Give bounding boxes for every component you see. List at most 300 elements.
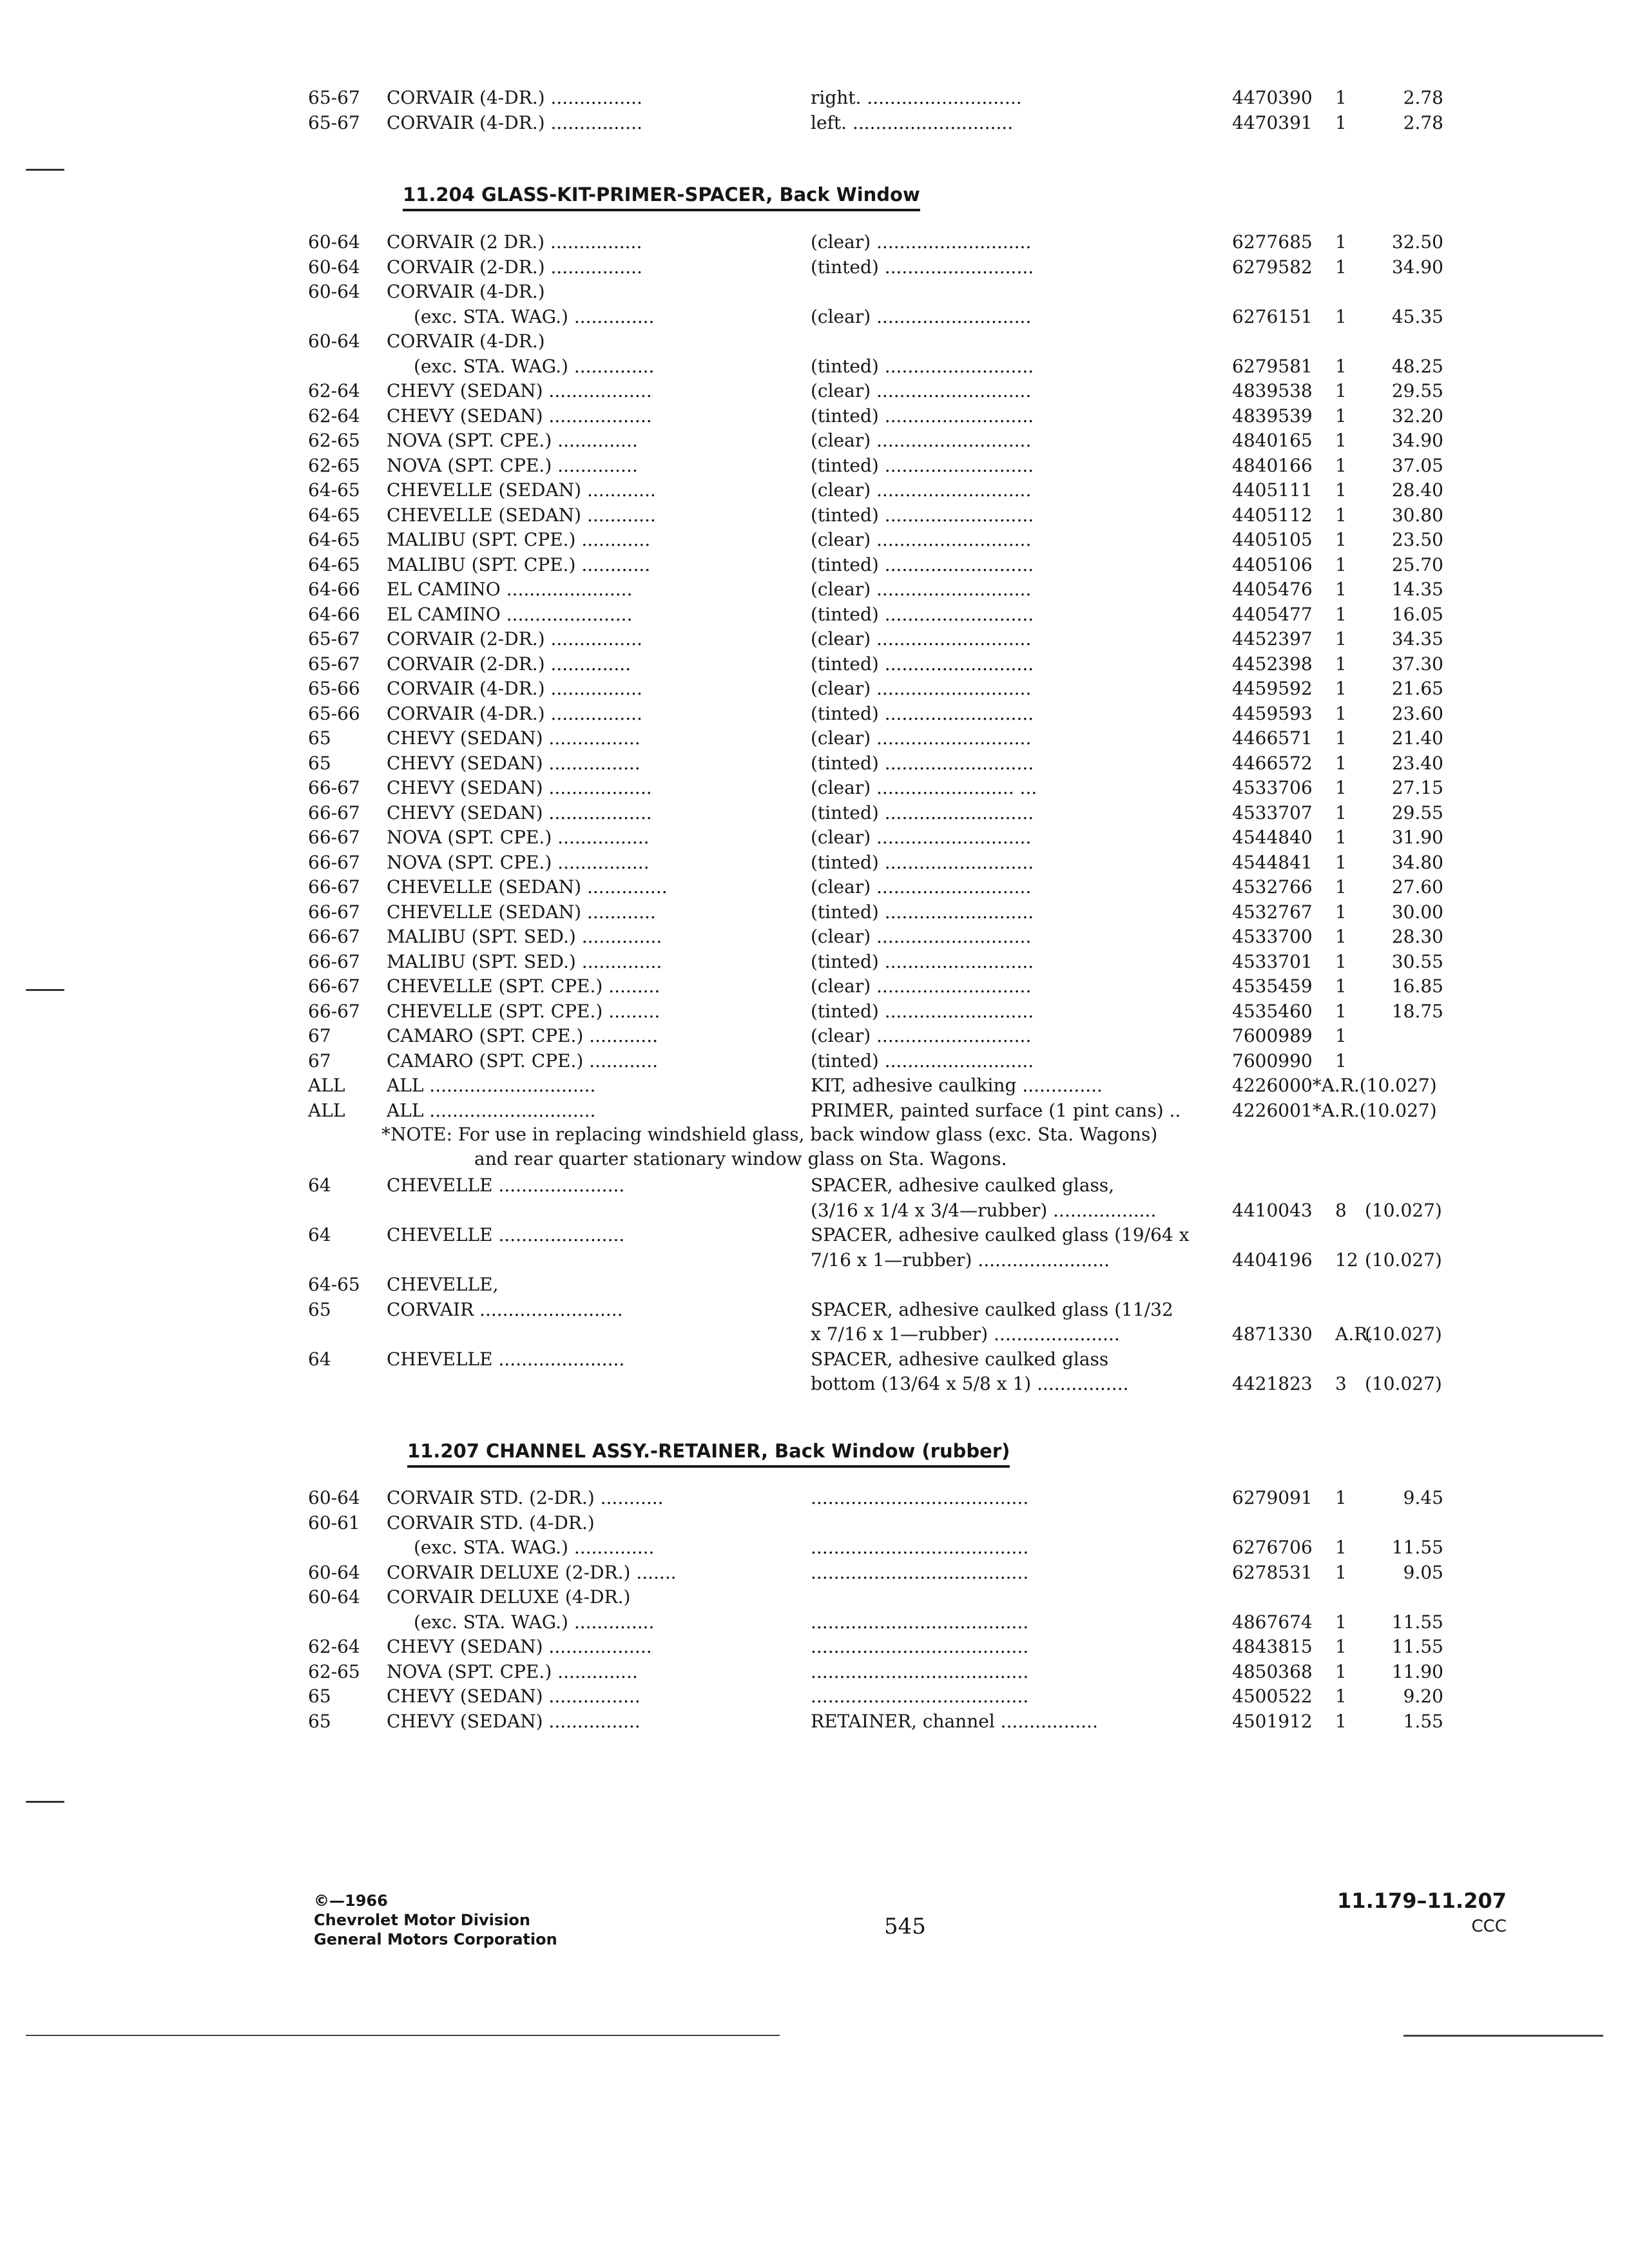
model-cell: CHEVY (SEDAN) ................ [387, 752, 641, 774]
quantity-cell: 1 [1335, 1686, 1347, 1707]
year-cell: 67 [308, 1050, 331, 1072]
part-number-cell: 4839539 [1232, 405, 1313, 427]
model-cell: EL CAMINO ...................... [387, 579, 633, 600]
description-cell: (tinted) .......................... [811, 603, 1034, 625]
table-row [0, 1222, 1629, 1248]
table-row [0, 503, 1629, 528]
description-cell: (clear) ........................... [811, 678, 1032, 699]
model-cell: CORVAIR (4-DR.) [387, 281, 545, 302]
model-cell: CHEVY (SEDAN) .................. [387, 802, 652, 823]
table-row [0, 329, 1629, 354]
quantity-cell: 1 [1335, 1561, 1347, 1583]
description-cell: (tinted) .......................... [811, 553, 1034, 575]
description-cell: (clear) ........................... [811, 628, 1032, 649]
model-cell: CHEVELLE (SPT. CPE.) ......... [387, 975, 660, 997]
description-cell: (tinted) .......................... [811, 1050, 1034, 1072]
table-row [0, 726, 1629, 751]
part-number-cell: 4404196 [1232, 1249, 1313, 1271]
description-cell: (clear) ........................... [811, 430, 1032, 451]
price-cell: 11.55 [1391, 1537, 1443, 1558]
price-cell: 11.55 [1391, 1611, 1443, 1633]
part-number-cell: 4405477 [1232, 603, 1313, 625]
part-number-cell: 4405111 [1232, 479, 1313, 501]
year-cell: 60-64 [308, 256, 360, 278]
section-title-11-204: 11.204 GLASS-KIT-PRIMER-SPACER, Back Window [403, 182, 920, 211]
quantity-cell: 12 [1335, 1249, 1358, 1271]
part-number-cell: 4533706 [1232, 777, 1313, 798]
corporation-line: General Motors Corporation [314, 1930, 557, 1948]
table-row [0, 1048, 1629, 1074]
table-row [0, 552, 1629, 578]
part-number-cell: 4544840 [1232, 827, 1313, 848]
table-row [0, 477, 1629, 503]
year-cell: 62-65 [308, 454, 360, 476]
year-cell: 62-64 [308, 405, 360, 427]
price-cell: (10.027) [1365, 1373, 1442, 1394]
quantity-cell: 1 [1335, 579, 1347, 600]
table-row [0, 1347, 1629, 1372]
table-row [0, 1709, 1629, 1735]
model-cell: CHEVY (SEDAN) ................ [387, 1710, 641, 1732]
model-cell: EL CAMINO ...................... [387, 603, 633, 625]
year-cell: 66-67 [308, 802, 360, 823]
price-cell: 9.20 [1403, 1686, 1443, 1707]
price-cell: 32.20 [1391, 405, 1443, 427]
year-cell: 66-67 [308, 975, 360, 997]
table-row [0, 800, 1629, 826]
year-cell: 60-64 [308, 331, 360, 352]
part-number-cell: 4470390 [1232, 87, 1313, 108]
table-row [0, 1098, 1629, 1124]
year-cell: 62-65 [308, 430, 360, 451]
description-cell: (clear) ........................... [811, 975, 1032, 997]
price-cell: 23.50 [1391, 529, 1443, 550]
price-cell: 29.55 [1391, 380, 1443, 401]
model-cell: CHEVELLE ...................... [387, 1348, 625, 1370]
price-cell: 28.40 [1391, 479, 1443, 501]
model-cell: NOVA (SPT. CPE.) .............. [387, 1660, 638, 1682]
part-number-cell: 4500522 [1232, 1686, 1313, 1707]
model-cell: MALIBU (SPT. SED.) .............. [387, 950, 662, 972]
model-cell: CAMARO (SPT. CPE.) ............ [387, 1025, 659, 1046]
price-cell: 18.75 [1391, 1000, 1443, 1022]
description-cell: (clear) ........................... [811, 231, 1032, 253]
table-row [0, 1684, 1629, 1709]
model-cell: CAMARO (SPT. CPE.) ............ [387, 1050, 659, 1072]
bottom-rule-left [26, 2035, 780, 2036]
table-row [0, 354, 1629, 380]
part-number-cell: 4533707 [1232, 802, 1313, 823]
description-cell: (tinted) .......................... [811, 901, 1034, 923]
table-row [0, 1510, 1629, 1536]
part-number-cell: 4871330 [1232, 1323, 1313, 1345]
description-cell: SPACER, adhesive caulked glass (19/64 x [811, 1224, 1190, 1245]
note-line-1: *NOTE: For use in replacing windshield glass, back window glass (exc. Sta. Wagons) [381, 1124, 1158, 1145]
description-cell: (clear) ........................... [811, 827, 1032, 848]
model-cell: ALL ............................. [387, 1099, 596, 1121]
price-cell: (10.027) [1365, 1249, 1442, 1271]
model-cell: CORVAIR (2-DR.) ................ [387, 628, 642, 649]
model-cell: NOVA (SPT. CPE.) ................ [387, 827, 650, 848]
table-row [0, 527, 1629, 553]
model-cell: NOVA (SPT. CPE.) .............. [387, 454, 638, 476]
model-cell: CHEVELLE ...................... [387, 1224, 625, 1245]
table-row [0, 1321, 1629, 1347]
description-cell: PRIMER, painted surface (1 pint cans) .. [811, 1099, 1181, 1121]
quantity-cell: 1 [1335, 901, 1347, 923]
table-row [0, 1634, 1629, 1660]
section-title-11-207: 11.207 CHANNEL ASSY.-RETAINER, Back Window (rubber) [407, 1438, 1010, 1468]
description-cell: SPACER, adhesive caulked glass [811, 1348, 1109, 1370]
part-number-cell: 4405112 [1232, 504, 1313, 526]
year-cell: 60-64 [308, 1586, 360, 1608]
quantity-cell: 1 [1335, 603, 1347, 625]
description-cell: (tinted) .......................... [811, 653, 1034, 675]
table-row [0, 453, 1629, 479]
part-number-cell: 4533700 [1232, 926, 1313, 947]
price-cell: 2.78 [1403, 111, 1443, 133]
model-cell: CHEVELLE, [387, 1274, 499, 1295]
quantity-cell: 1 [1335, 256, 1347, 278]
quantity-cell: 1 [1335, 1025, 1347, 1046]
year-cell: 65-67 [308, 87, 360, 108]
part-number-cell: 4850368 [1232, 1660, 1313, 1682]
quantity-cell: 1 [1335, 305, 1347, 327]
part-number-cell: 4226001*A.R.(10.027) [1232, 1099, 1437, 1121]
table-row [0, 304, 1629, 330]
description-cell: (clear) ........................... [811, 579, 1032, 600]
model-cell: CORVAIR (4-DR.) ................ [387, 678, 642, 699]
part-number-cell: 4452398 [1232, 653, 1313, 675]
year-cell: 65-66 [308, 678, 360, 699]
quantity-cell: 1 [1335, 479, 1347, 501]
quantity-cell: 1 [1335, 1537, 1347, 1558]
part-number-cell: 4840166 [1232, 454, 1313, 476]
price-cell: 1.55 [1403, 1710, 1443, 1732]
part-number-cell: 4459593 [1232, 702, 1313, 724]
model-cell: CORVAIR STD. (4-DR.) [387, 1512, 595, 1533]
part-number-cell: 4532766 [1232, 876, 1313, 898]
description-cell: 7/16 x 1—rubber) ....................... [811, 1249, 1110, 1271]
margin-tick [26, 1801, 64, 1803]
price-cell: 21.65 [1391, 678, 1443, 699]
part-number-cell: 4544841 [1232, 851, 1313, 873]
description-cell: SPACER, adhesive caulked glass (11/32 [811, 1298, 1173, 1320]
quantity-cell: 1 [1335, 926, 1347, 947]
table-row [0, 1584, 1629, 1610]
year-cell: 62-64 [308, 380, 360, 401]
year-cell: 65 [308, 1710, 331, 1732]
table-row [0, 403, 1629, 429]
description-cell: SPACER, adhesive caulked glass, [811, 1175, 1115, 1196]
price-cell: 25.70 [1391, 553, 1443, 575]
description-cell: x 7/16 x 1—rubber) ...................... [811, 1323, 1120, 1345]
price-cell: 29.55 [1391, 802, 1443, 823]
model-cell: (exc. STA. WAG.) .............. [414, 1611, 655, 1633]
table-row [0, 1198, 1629, 1224]
part-number-cell: 6276151 [1232, 305, 1313, 327]
part-number-cell: 4533701 [1232, 950, 1313, 972]
model-cell: NOVA (SPT. CPE.) .............. [387, 430, 638, 451]
description-cell: ...................................... [811, 1686, 1029, 1707]
table-row [0, 1073, 1629, 1099]
price-cell: 30.80 [1391, 504, 1443, 526]
footer-code: CCC [1471, 1917, 1507, 1936]
quantity-cell: 1 [1335, 628, 1347, 649]
description-cell: (tinted) .......................... [811, 256, 1034, 278]
price-cell: 16.85 [1391, 975, 1443, 997]
price-cell: 31.90 [1391, 827, 1443, 848]
year-cell: 64 [308, 1175, 331, 1196]
model-cell: CORVAIR STD. (2-DR.) ........... [387, 1487, 664, 1508]
model-cell: CHEVY (SEDAN) ................ [387, 727, 641, 749]
part-number-cell: 4532767 [1232, 901, 1313, 923]
footer-publisher [314, 1891, 557, 1949]
year-cell: 65-67 [308, 628, 360, 649]
table-row [0, 229, 1629, 255]
year-cell: ALL [308, 1075, 345, 1096]
year-cell: 60-64 [308, 231, 360, 253]
price-cell: 11.55 [1391, 1636, 1443, 1657]
year-cell: 64 [308, 1348, 331, 1370]
description-cell: (clear) ........................... [811, 1025, 1032, 1046]
price-cell: 11.90 [1391, 1660, 1443, 1682]
quantity-cell: 8 [1335, 1199, 1347, 1221]
year-cell: 64-65 [308, 479, 360, 501]
description-cell: (tinted) .......................... [811, 1000, 1034, 1022]
year-cell: 65-66 [308, 702, 360, 724]
year-cell: 65-67 [308, 653, 360, 675]
price-cell: 34.90 [1391, 256, 1443, 278]
part-number-cell: 6279581 [1232, 355, 1313, 377]
description-cell: (tinted) .......................... [811, 405, 1034, 427]
price-cell: 23.60 [1391, 702, 1443, 724]
year-cell: 66-67 [308, 777, 360, 798]
part-number-cell: 4405106 [1232, 553, 1313, 575]
year-cell: 66-67 [308, 901, 360, 923]
table-row [0, 1610, 1629, 1635]
margin-tick [26, 989, 64, 991]
table-row [0, 255, 1629, 280]
model-cell: CHEVELLE (SEDAN) .............. [387, 876, 668, 898]
year-cell: 62-64 [308, 1636, 360, 1657]
quantity-cell: 1 [1335, 1487, 1347, 1508]
price-cell: 34.35 [1391, 628, 1443, 649]
table-row [0, 279, 1629, 305]
quantity-cell: 1 [1335, 405, 1347, 427]
description-cell: RETAINER, channel ................. [811, 1710, 1098, 1732]
table-row [0, 1272, 1629, 1298]
part-number-cell: 7600990 [1232, 1050, 1313, 1072]
quantity-cell: 1 [1335, 727, 1347, 749]
description-cell: bottom (13/64 x 5/8 x 1) ................ [811, 1373, 1129, 1394]
price-cell: 21.40 [1391, 727, 1443, 749]
year-cell: 64-66 [308, 603, 360, 625]
description-cell: ...................................... [811, 1561, 1029, 1583]
part-number-cell: 4452397 [1232, 628, 1313, 649]
year-cell: 60-64 [308, 1487, 360, 1508]
year-cell: 66-67 [308, 827, 360, 848]
price-cell: 30.55 [1391, 950, 1443, 972]
description-cell: (clear) ........................... [811, 727, 1032, 749]
description-cell: (clear) ........................... [811, 479, 1032, 501]
model-cell: CORVAIR (2 DR.) ................ [387, 231, 642, 253]
table-row [0, 825, 1629, 850]
price-cell: 37.30 [1391, 653, 1443, 675]
year-cell: 66-67 [308, 851, 360, 873]
division-line: Chevrolet Motor Division [314, 1911, 530, 1929]
quantity-cell: 1 [1335, 777, 1347, 798]
part-number-cell: 4839538 [1232, 380, 1313, 401]
description-cell: (clear) ........................... [811, 926, 1032, 947]
year-cell: 65 [308, 1298, 331, 1320]
model-cell: CORVAIR (4-DR.) ................ [387, 702, 642, 724]
quantity-cell: 1 [1335, 876, 1347, 898]
year-cell: 65 [308, 727, 331, 749]
table-row [0, 110, 1629, 136]
description-cell: KIT, adhesive caulking .............. [811, 1075, 1103, 1096]
table-row [0, 1173, 1629, 1198]
part-number-cell: 4470391 [1232, 111, 1313, 133]
model-cell: CHEVY (SEDAN) .................. [387, 380, 652, 401]
quantity-cell: 1 [1335, 231, 1347, 253]
quantity-cell: 1 [1335, 430, 1347, 451]
part-number-cell: 4466571 [1232, 727, 1313, 749]
model-cell: ALL ............................. [387, 1075, 596, 1096]
year-cell: 66-67 [308, 950, 360, 972]
price-cell: 16.05 [1391, 603, 1443, 625]
table-row [0, 701, 1629, 727]
price-cell: 34.90 [1391, 430, 1443, 451]
description-cell: (clear) ........................... [811, 305, 1032, 327]
year-cell: 64-65 [308, 504, 360, 526]
table-row [0, 602, 1629, 628]
year-cell: 65 [308, 1686, 331, 1707]
note-line-2: and rear quarter stationary window glass on Sta. Wagons. [474, 1148, 1007, 1169]
description-cell: ...................................... [811, 1487, 1029, 1508]
model-cell: NOVA (SPT. CPE.) ................ [387, 851, 650, 873]
part-number-cell: 4405105 [1232, 529, 1313, 550]
model-cell: CHEVY (SEDAN) .................. [387, 777, 652, 798]
price-cell: 34.80 [1391, 851, 1443, 873]
year-cell: 65-67 [308, 111, 360, 133]
year-cell: 65 [308, 752, 331, 774]
model-cell: CORVAIR ......................... [387, 1298, 623, 1320]
quantity-cell: 1 [1335, 454, 1347, 476]
table-row [0, 1535, 1629, 1561]
table-row [0, 974, 1629, 999]
price-cell: 28.30 [1391, 926, 1443, 947]
description-cell: left. ............................ [811, 111, 1014, 133]
part-number-cell: 4867674 [1232, 1611, 1313, 1633]
quantity-cell: 1 [1335, 1000, 1347, 1022]
description-cell: (tinted) .......................... [811, 454, 1034, 476]
quantity-cell: 1 [1335, 678, 1347, 699]
description-cell: (tinted) .......................... [811, 950, 1034, 972]
quantity-cell: 1 [1335, 1636, 1347, 1657]
model-cell: CORVAIR DELUXE (4-DR.) [387, 1586, 631, 1608]
year-cell: 67 [308, 1025, 331, 1046]
quantity-cell: 1 [1335, 827, 1347, 848]
price-cell: 32.50 [1391, 231, 1443, 253]
table-row [0, 428, 1629, 454]
table-row [0, 924, 1629, 950]
year-cell: 64-65 [308, 1274, 360, 1295]
quantity-cell: 1 [1335, 1050, 1347, 1072]
table-row [0, 651, 1629, 677]
table-row [0, 850, 1629, 876]
quantity-cell: 1 [1335, 504, 1347, 526]
quantity-cell: 1 [1335, 553, 1347, 575]
model-cell: CHEVELLE (SEDAN) ............ [387, 901, 656, 923]
model-cell: MALIBU (SPT. SED.) .............. [387, 926, 662, 947]
part-number-cell: 6279091 [1232, 1487, 1313, 1508]
table-row [0, 577, 1629, 602]
quantity-cell: 1 [1335, 802, 1347, 823]
part-number-cell: 4840165 [1232, 430, 1313, 451]
description-cell: right. ........................... [811, 87, 1022, 108]
part-number-cell: 6276706 [1232, 1537, 1313, 1558]
table-row [0, 1371, 1629, 1397]
model-cell: (exc. STA. WAG.) .............. [414, 1537, 655, 1558]
table-row [0, 676, 1629, 702]
part-number-cell: 4843815 [1232, 1636, 1313, 1657]
description-cell: ...................................... [811, 1636, 1029, 1657]
price-cell: 9.05 [1403, 1561, 1443, 1583]
model-cell: CORVAIR (4-DR.) [387, 331, 545, 352]
part-number-cell: 4459592 [1232, 678, 1313, 699]
price-cell: 45.35 [1391, 305, 1443, 327]
price-cell: 30.00 [1391, 901, 1443, 923]
page-number: 545 [884, 1914, 926, 1939]
price-cell: 9.45 [1403, 1487, 1443, 1508]
description-cell: (clear) ........................... [811, 529, 1032, 550]
description-cell: (tinted) .......................... [811, 851, 1034, 873]
quantity-cell: 1 [1335, 1611, 1347, 1633]
year-cell: 60-61 [308, 1512, 360, 1533]
year-cell: 66-67 [308, 926, 360, 947]
margin-tick [26, 169, 64, 171]
table-row [0, 1023, 1629, 1049]
description-cell: (tinted) .......................... [811, 702, 1034, 724]
model-cell: CHEVELLE (SEDAN) ............ [387, 479, 656, 501]
description-cell: (tinted) .......................... [811, 752, 1034, 774]
quantity-cell: 1 [1335, 1710, 1347, 1732]
description-cell: (tinted) .......................... [811, 802, 1034, 823]
price-cell: (10.027) [1365, 1199, 1442, 1221]
part-number-cell: 7600989 [1232, 1025, 1313, 1046]
price-cell: 23.40 [1391, 752, 1443, 774]
model-cell: CORVAIR (2-DR.) ................ [387, 256, 642, 278]
part-number-cell: 6277685 [1232, 231, 1313, 253]
table-row [0, 949, 1629, 975]
part-number-cell: 6278531 [1232, 1561, 1313, 1583]
model-cell: CHEVY (SEDAN) .................. [387, 405, 652, 427]
part-number-cell: 4410043 [1232, 1199, 1313, 1221]
table-row [0, 378, 1629, 404]
quantity-cell: 1 [1335, 355, 1347, 377]
description-cell: ...................................... [811, 1537, 1029, 1558]
model-cell: (exc. STA. WAG.) .............. [414, 355, 655, 377]
table-row [0, 1560, 1629, 1586]
description-cell: ...................................... [811, 1611, 1029, 1633]
quantity-cell: 1 [1335, 851, 1347, 873]
table-row [0, 1247, 1629, 1273]
part-number-cell: 4535459 [1232, 975, 1313, 997]
copyright-line: ©—1966 [314, 1892, 388, 1910]
table-row [0, 1485, 1629, 1511]
year-cell: 64-66 [308, 579, 360, 600]
